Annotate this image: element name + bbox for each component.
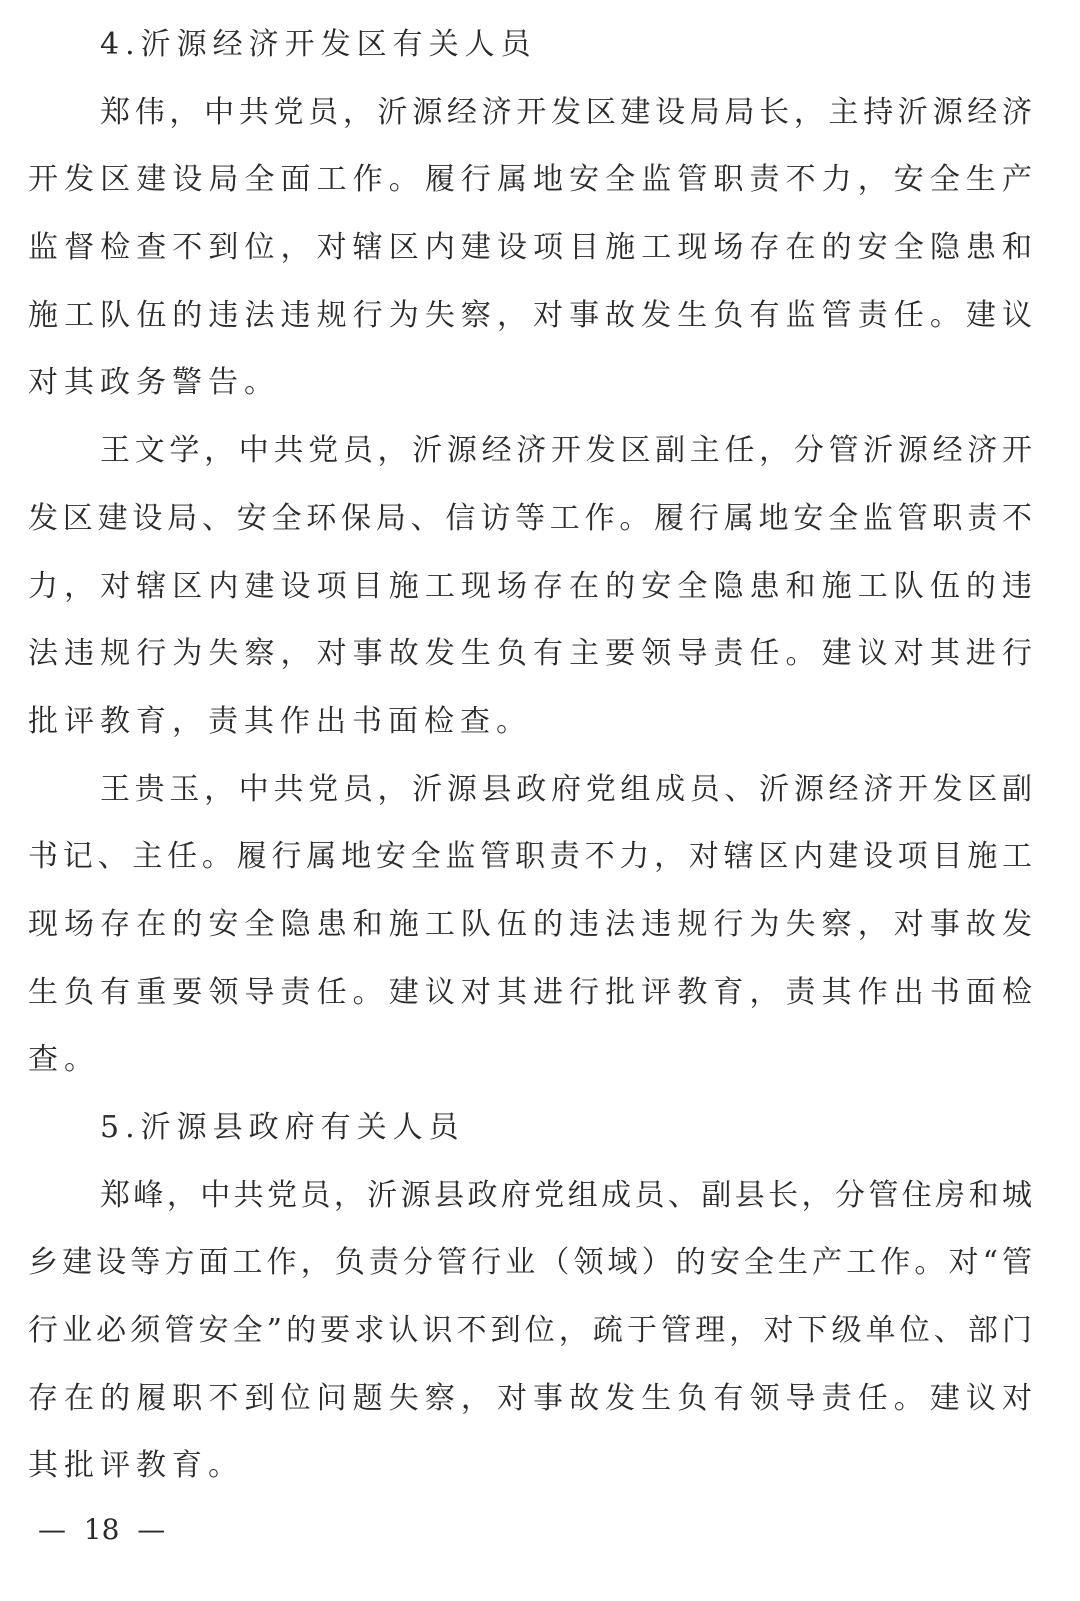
paragraph-line: 力，对辖区内建设项目施工现场存在的安全隐患和施工队伍的违 [28,568,1032,604]
paragraph-line: 存在的履职不到位问题失察，对事故发生负有领导责任。建议对 [28,1380,1032,1416]
paragraph-line: 郑峰，中共党员，沂源县政府党组成员、副县长，分管住房和城 [100,1177,1032,1213]
section-heading: 4.沂源经济开发区有关人员 [100,27,537,62]
paragraph-line: 王贵玉，中共党员，沂源县政府党组成员、沂源经济开发区副 [100,771,1032,807]
paragraph-line: 开发区建设局全面工作。履行属地安全监管职责不力，安全生产 [28,162,1032,198]
paragraph-line: 对其政务警告。 [28,365,280,401]
document-body [28,11,1032,1500]
paragraph-line: 发区建设局、安全环保局、信访等工作。履行属地安全监管职责不 [28,500,1032,536]
paragraph-line: 法违规行为失察，对事故发生负有主要领导责任。建议对其进行 [28,636,1032,672]
paragraph-line: 查。 [28,1042,100,1078]
section-heading: 5.沂源县政府有关人员 [100,1110,465,1145]
paragraph-line: 其批评教育。 [28,1448,244,1484]
paragraph-line: 王文学，中共党员，沂源经济开发区副主任，分管沂源经济开 [100,433,1032,469]
paragraph-line: 生负有重要领导责任。建议对其进行批评教育，责其作出书面检 [28,974,1032,1010]
paragraph-line: 现场存在的安全隐患和施工队伍的违法违规行为失察，对事故发 [28,906,1032,942]
paragraph-line: 施工队伍的违法违规行为失察，对事故发生负有监管责任。建议 [28,297,1032,333]
paragraph-line: 监督检查不到位，对辖区内建设项目施工现场存在的安全隐患和 [28,230,1032,266]
paragraph-line: 批评教育，责其作出书面检查。 [28,703,532,739]
paragraph-line: 行业必须管安全”的要求认识不到位，疏于管理，对下级单位、部门 [28,1313,1032,1349]
paragraph-line: 郑伟，中共党员，沂源经济开发区建设局局长，主持沂源经济 [100,94,1032,130]
paragraph-line: 乡建设等方面工作，负责分管行业（领域）的安全生产工作。对“管 [28,1245,1032,1281]
paragraph-line: 书记、主任。履行属地安全监管职责不力，对辖区内建设项目施工 [28,839,1032,875]
page-number: — 18 — [38,1513,166,1546]
